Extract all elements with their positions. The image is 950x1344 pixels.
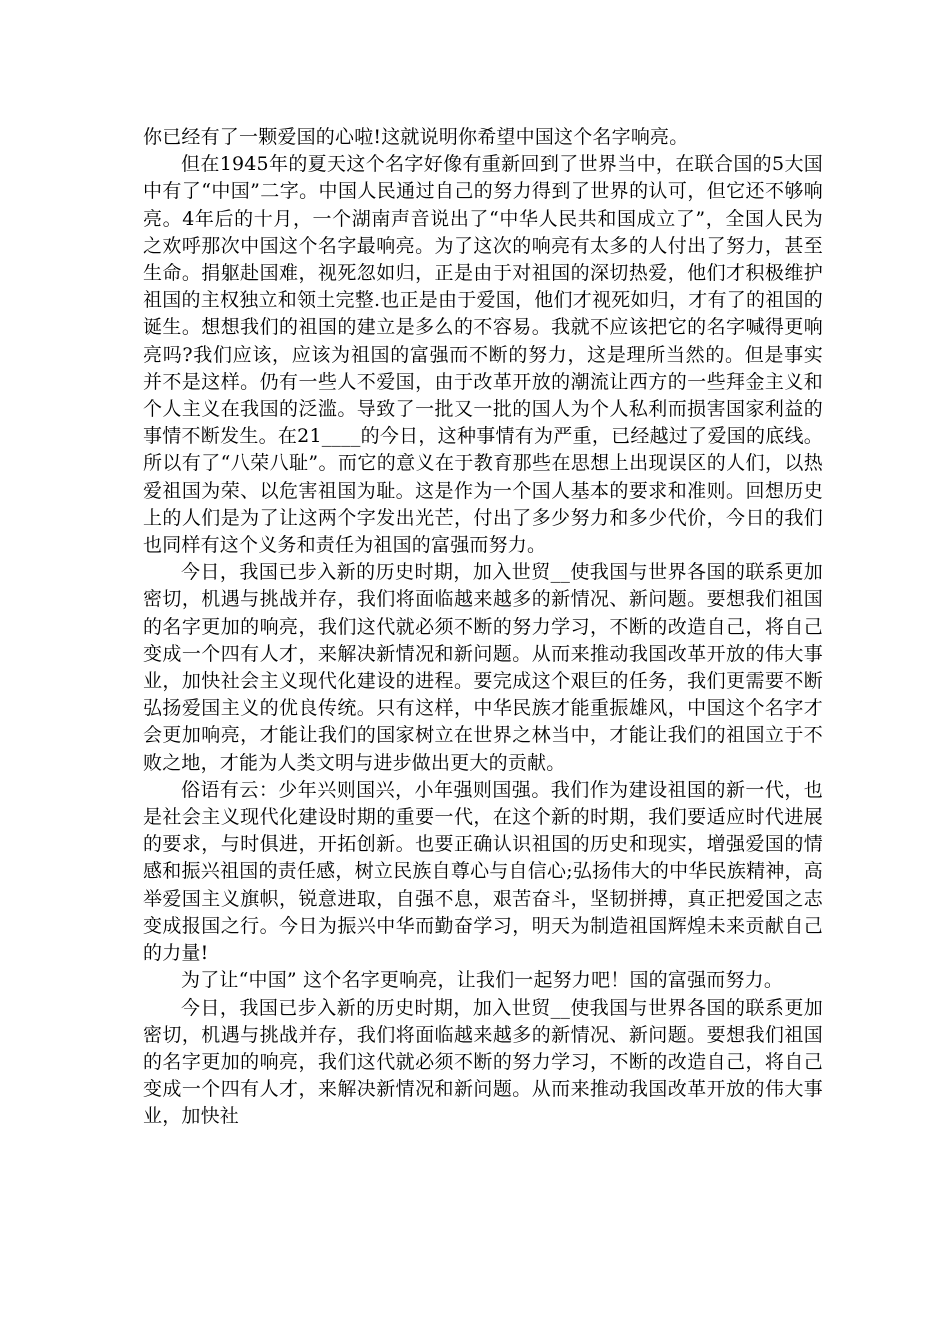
paragraph-6: 今日，我国已步入新的历史时期，加入世贸__使我国与世界各国的联系更加密切，机遇与挑战并存，我们将面临越来越多的新情况、新问题。要想我们祖国的名字更加的响亮，我们这代就必须不断的努力学习，不断的改造自己，将自己变成一个四有人才，来解决新情况和新问题。从而来推动我国改革开放的伟大事业，加快社 bbox=[143, 996, 823, 1128]
paragraph-1: 你已经有了一颗爱国的心啦!这就说明你希望中国这个名字响亮。 bbox=[143, 126, 689, 148]
paragraph-2: 但在1945年的夏天这个名字好像有重新回到了世界当中，在联合国的5大国中有了“中国”二字。中国人民通过自己的努力得到了世界的认可，但它还不够响亮。4年后的十月，一个湖南声音说出了“中华人民共和国成立了”，全国人民为之欢呼那次中国这个名字最响亮。为了这次的响亮有太多的人付出了努力，甚至生命。捐躯赴国难，视死忽如归，正是由于对祖国的深切热爱，他们才积极维护祖国的主权独立和领土完整.也正是由于爱国，他们才视死如归，才有了的祖国的诞生。想想我们的祖国的建立是多么的不容易。我就不应该把它的名字喊得更响亮吗?我们应该，应该为祖国的富强而不断的努力，这是理所当然的。但是事实并不是这样。仍有一些人不爱国，由于改革开放的潮流让西方的一些拜金主义和个人主义在我国的泛滥。导致了一批又一批的国人为个人私利而损害国家利益的事情不断发生。在21____的今日，这种事情有为严重，已经越过了爱国的底线。所以有了“八荣八耻”。而它的意义在于教育那些在思想上出现误区的人们，以热爱祖国为荣、以危害祖国为耻。这是作为一个国人基本的要求和准则。回想历史上的人们是为了让这两个字发出光芒，付出了多少努力和多少代价，今日的我们也同样有这个义务和责任为祖国的富强而努力。 bbox=[143, 153, 823, 557]
paragraph-4: 俗语有云：少年兴则国兴，小年强则国强。我们作为建设祖国的新一代，也是社会主义现代化建设时期的重要一代，在这个新的时期，我们要适应时代进展的要求，与时俱进，开拓创新。也要正确认识祖国的历史和现实，增强爱国的情感和振兴祖国的责任感，树立民族自尊心与自信心;弘扬伟大的中华民族精神，高举爱国主义旗帜，锐意进取，自强不息，艰苦奋斗，坚韧拼搏，真正把爱国之志变成报国之行。今日为振兴中华而勤奋学习，明天为制造祖国辉煌未来贡献自己的力量! bbox=[143, 778, 823, 965]
paragraph-5: 为了让“中国” 这个名字更响亮，让我们一起努力吧！国的富强而努力。 bbox=[181, 969, 784, 992]
document-body bbox=[143, 124, 823, 1131]
paragraph-3: 今日，我国已步入新的历史时期，加入世贸__使我国与世界各国的联系更加密切，机遇与挑战并存，我们将面临越来越多的新情况、新问题。要想我们祖国的名字更加的响亮，我们这代就必须不断的努力学习，不断的改造自己，将自己变成一个四有人才，来解决新情况和新问题。从而来推动我国改革开放的伟大事业，加快社会主义现代化建设的进程。要完成这个艰巨的任务，我们更需要不断弘扬爱国主义的优良传统。只有这样，中华民族才能重振雄风，中国这个名字才会更加响亮，才能让我们的国家树立在世界之林当中，才能让我们的祖国立于不败之地，才能为人类文明与进步做出更大的贡献。 bbox=[143, 561, 823, 774]
